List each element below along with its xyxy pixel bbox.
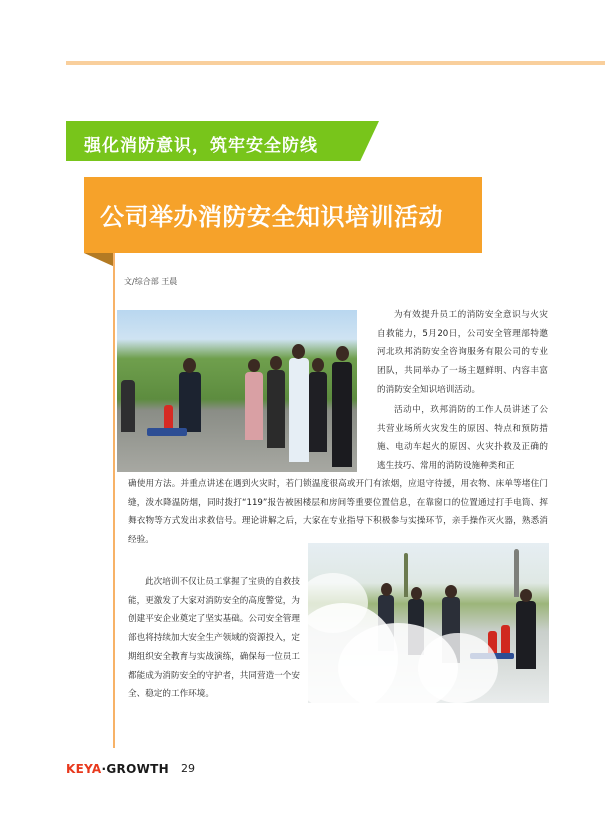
footer-brand-logo bbox=[66, 762, 169, 776]
page-number: 29 bbox=[181, 762, 195, 775]
article-paragraph-2-top: 活动中，玖邦消防的工作人员讲述了公共营业场所火灾发生的原因、特点和预防措施、电动车起火的原因、火灾扑救及正确的逃生技巧、常用的消防设施种类和正 bbox=[377, 405, 548, 472]
brand-growth: GROWTH bbox=[106, 762, 169, 776]
photo-training-group bbox=[117, 310, 357, 472]
byline: 文/综合部 王晨 bbox=[124, 277, 178, 286]
brand-dot: · bbox=[101, 762, 107, 776]
page-title: 公司举办消防安全知识培训活动 bbox=[100, 203, 443, 231]
article-paragraph-1: 为有效提升员工的消防安全意识与火灾自救能力，5月20日，公司安全管理部特邀河北玖邦消防安全咨询服务有限公司的专业团队，共同举办了一场主题鲜明、内容丰富的消防安全知识培训活动。 bbox=[377, 310, 548, 395]
photo-extinguisher-practice bbox=[308, 543, 549, 703]
section-title: 强化消防意识，筑牢安全防线 bbox=[84, 136, 318, 156]
margin-rule bbox=[113, 253, 115, 748]
article-paragraph-2-end: 经验。 bbox=[128, 535, 154, 545]
article-paragraph-3: 此次培训不仅让员工掌握了宝贵的自救技能，更激发了大家对消防安全的高度警觉，为创建平安企业奠定了坚实基础。公司安全管理部也将持续加大安全生产领域的资源投入，定期组织安全教育与实战演练，确保每一位员工都能成为消防安全的守护者，共同营造一个安全、稳定的工作环境。 bbox=[128, 577, 300, 700]
top-divider bbox=[66, 61, 605, 65]
brand-keya: KEYA bbox=[66, 762, 102, 776]
article-paragraph-2-wide: 确使用方法。并重点讲述在遇到火灾时，若门锁温度很高或开门有浓烟，应退守待援，用衣物、床单等堵住门缝，泼水降温防烟，同时拨打“119”报告被困楼层和房间等重要位置信息，在靠窗口的位置通过打手电筒、挥舞衣物等方式发出求救信号。理论讲解之后，大家在专业指导下积极参与实操环节，亲手操作灭火器，熟悉消 bbox=[128, 479, 548, 527]
title-banner-fold bbox=[84, 253, 115, 267]
